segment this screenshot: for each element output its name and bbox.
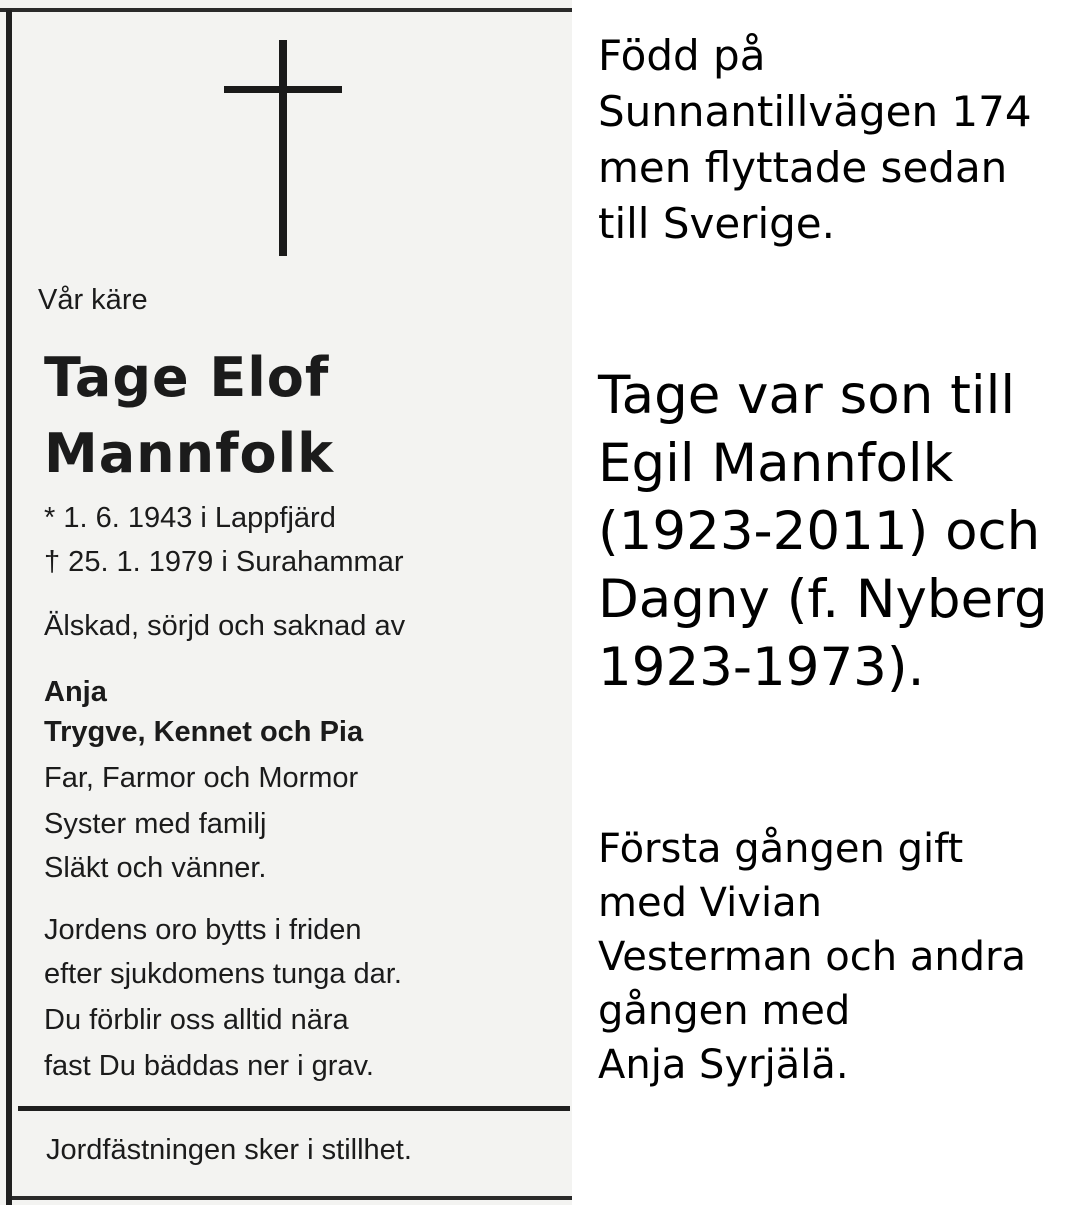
mourner-line: Släkt och vänner. xyxy=(44,852,267,884)
marriages-note-line: Första gången gift xyxy=(598,826,964,872)
verse-line: efter sjukdomens tunga dar. xyxy=(44,958,402,990)
clipping-divider xyxy=(18,1106,570,1111)
verse-line: fast Du bäddas ner i grav. xyxy=(44,1050,374,1082)
verse-line: Du förblir oss alltid nära xyxy=(44,1004,349,1036)
birthplace-note-line: Sunnantillvägen 174 xyxy=(598,87,1032,136)
death-line: † 25. 1. 1979 i Surahammar xyxy=(44,546,404,578)
clipping-top-border xyxy=(0,8,572,12)
birthplace-note-line: men flyttade sedan xyxy=(598,143,1008,192)
clipping-bottom-border xyxy=(12,1196,572,1200)
clipping-left-border xyxy=(6,10,12,1205)
mourner-line: Far, Farmor och Mormor xyxy=(44,762,359,794)
birth-line: * 1. 6. 1943 i Lappfjärd xyxy=(44,502,336,534)
deceased-name-line-2: Mannfolk xyxy=(44,422,335,485)
parents-note-line: 1923-1973). xyxy=(598,637,925,698)
parents-note-line: (1923-2011) och xyxy=(598,501,1041,562)
birthplace-note-line: till Sverige. xyxy=(598,199,835,248)
birthplace-note-line: Född på xyxy=(598,31,766,80)
obituary-intro: Vår käre xyxy=(38,284,148,316)
deceased-name-line-1: Tage Elof xyxy=(44,346,330,409)
verse-line: Jordens oro bytts i friden xyxy=(44,914,362,946)
marriages-note-line: gången med xyxy=(598,988,851,1034)
marriages-note xyxy=(598,822,1026,1092)
marriages-note-line: med Vivian xyxy=(598,880,822,926)
cross-icon-vertical xyxy=(279,40,287,256)
parents-note xyxy=(598,362,1048,702)
marriages-note-line: Anja Syrjälä. xyxy=(598,1042,849,1088)
parents-note-line: Tage var son till xyxy=(598,365,1016,426)
marriages-note-line: Vesterman och andra xyxy=(598,934,1027,980)
mourner-line: Anja xyxy=(44,676,107,708)
cross-icon-horizontal xyxy=(224,86,342,93)
mourned-by-line: Älskad, sörjd och saknad av xyxy=(44,610,406,642)
mourner-line: Syster med familj xyxy=(44,808,267,840)
mourner-line: Trygve, Kennet och Pia xyxy=(44,716,364,748)
birthplace-note xyxy=(598,28,1032,252)
parents-note-line: Dagny (f. Nyberg xyxy=(598,569,1048,630)
parents-note-line: Egil Mannfolk xyxy=(598,433,954,494)
funeral-note: Jordfästningen sker i stillhet. xyxy=(46,1134,412,1166)
